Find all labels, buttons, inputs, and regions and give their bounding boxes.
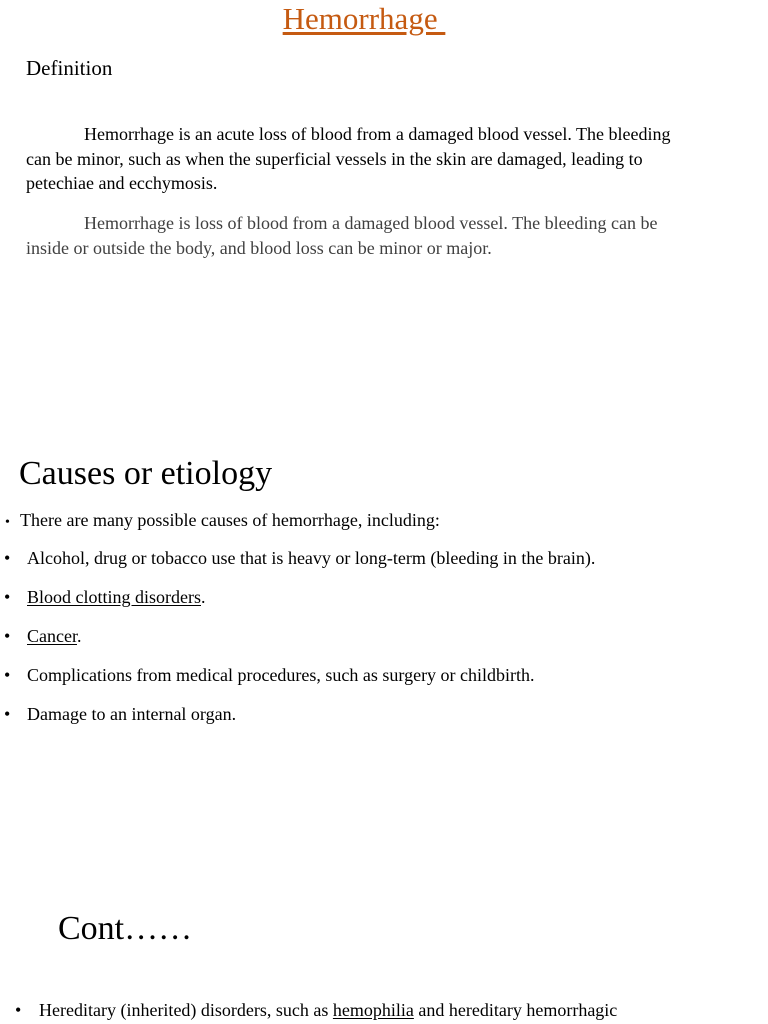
continuation-text [39,998,617,1022]
bullet-icon: • [4,704,11,724]
bullet-icon: • [4,665,11,685]
bullet-icon: • [4,548,11,568]
cancer-link[interactable]: Cancer [27,626,77,646]
causes-intro-text: There are many possible causes of hemorrhage, including: [20,510,440,530]
cause-text [27,546,595,570]
bullet-icon: • [15,1000,22,1020]
bullet-icon: • [4,626,11,646]
definition-paragraph-1: Hemorrhage is an acute loss of blood from a damaged blood vessel. The bleeding can be minor, such as when the superficial vessels in the skin are damaged, leading to petechiae and ecchymosis. [26,124,671,194]
hemophilia-link[interactable]: hemophilia [332,1000,414,1020]
cause-text [27,702,236,726]
definition-heading: Definition [26,56,113,80]
definition-paragraph-2: Hemorrhage is loss of blood from a damaged blood vessel. The bleeding can be inside or outside the body, and blood loss can be minor or major. [26,213,658,258]
causes-heading: Causes or etiology [19,455,273,492]
causes-intro [5,508,440,535]
cause-text [27,663,535,687]
page-title: Hemorrhage [282,1,446,36]
cause-suffix: . [76,626,82,646]
bullet-icon: • [5,515,10,530]
blood-clotting-disorders-link[interactable]: Blood clotting disorders [27,587,201,607]
cause-suffix: . [201,587,206,607]
cause-plain-text: Alcohol, drug or tobacco use that is heavy or long-term (bleeding in the brain). [27,548,596,568]
continuation-prefix: Hereditary (inherited) disorders, such as [39,1000,333,1020]
cause-text [27,624,81,648]
bullet-icon: • [4,587,11,607]
continuation-heading: Cont…… [58,910,193,947]
cause-plain-text: Complications from medical procedures, such as surgery or childbirth. [27,665,535,685]
cause-text [27,585,206,609]
continuation-suffix: and hereditary hemorrhagic [413,1000,618,1020]
cause-plain-text: Damage to an internal organ. [27,704,237,724]
